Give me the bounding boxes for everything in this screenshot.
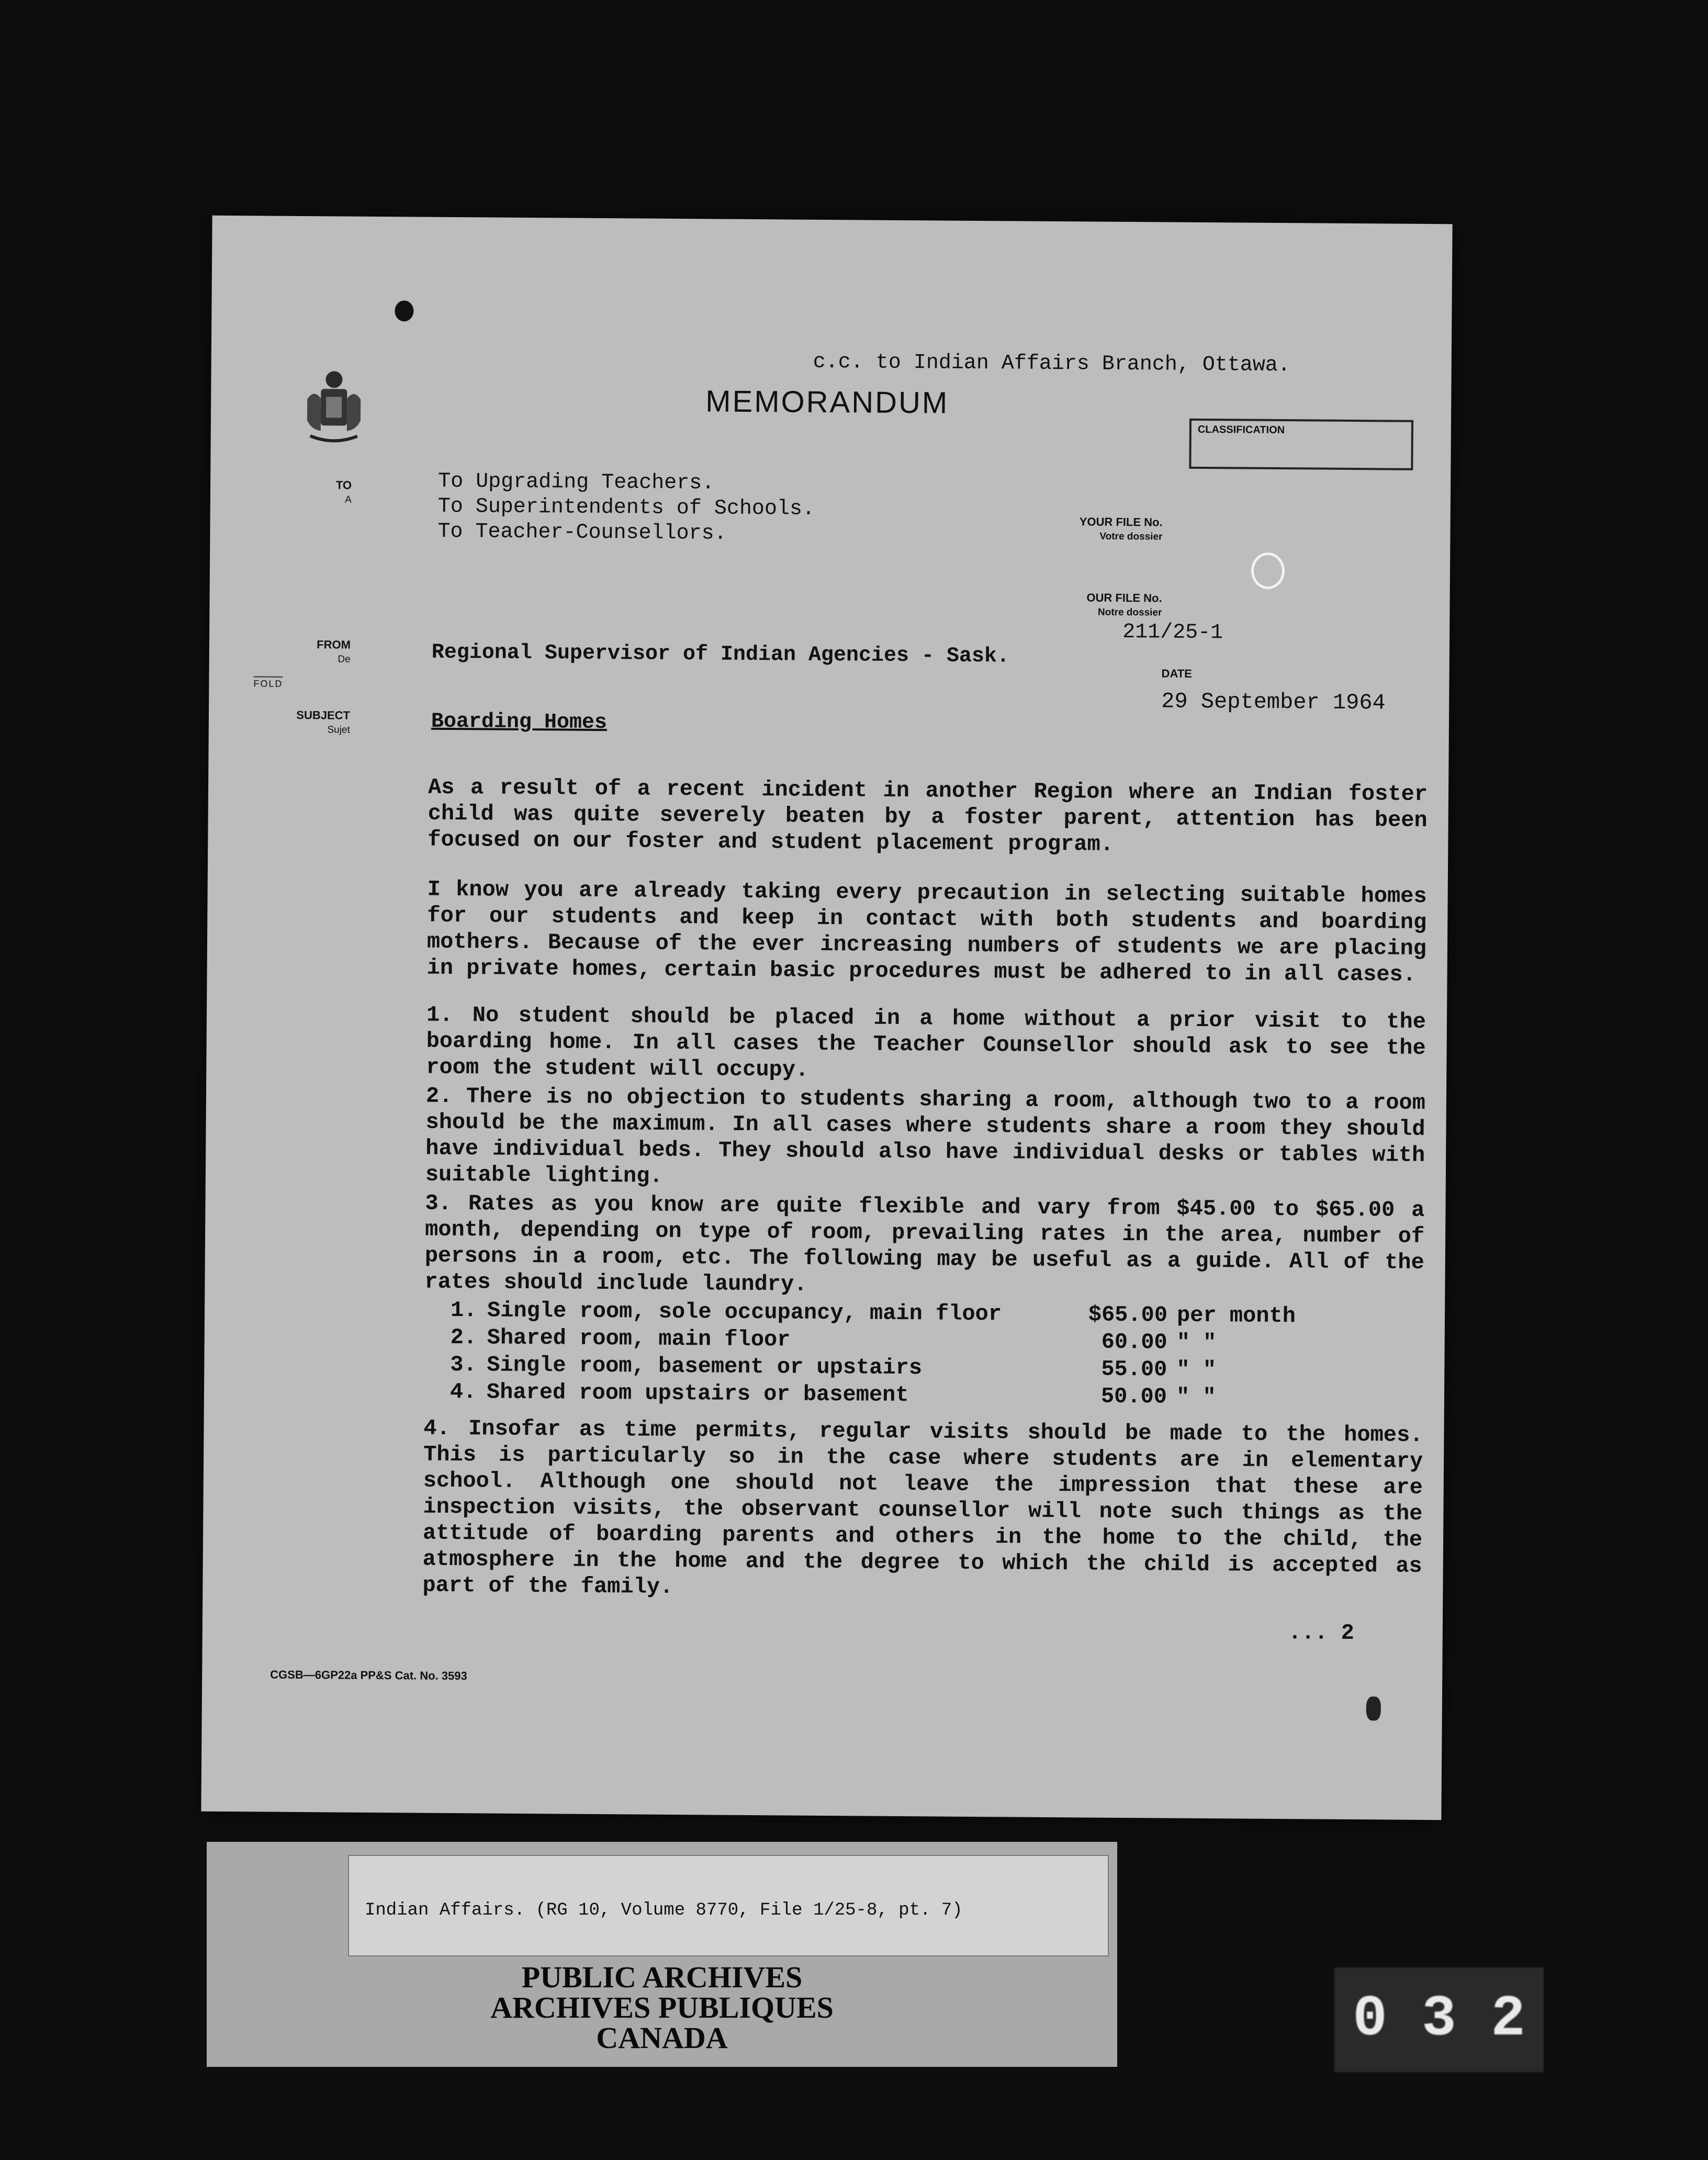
rate-description: Single room, basement or upstairs <box>487 1352 923 1381</box>
your-file-label-en: YOUR FILE No. <box>1079 515 1163 529</box>
memo-title: MEMORANDUM <box>705 384 949 420</box>
rate-number: 1. <box>450 1297 477 1323</box>
rate-number: 2. <box>450 1324 477 1351</box>
rate-amount: 55.00 <box>1101 1356 1167 1382</box>
our-file-number: 211/25-1 <box>1122 620 1223 645</box>
archive-reference: Indian Affairs. (RG 10, Volume 8770, File 1/25-8, pt. 7) <box>365 1900 963 1920</box>
archive-reference-tab <box>348 1855 1109 1956</box>
our-file-label-fr: Notre dossier <box>1097 606 1162 618</box>
date-text: 29 September 1964 <box>1161 689 1386 716</box>
date-label: DATE <box>1161 667 1192 680</box>
ink-blot <box>1366 1696 1381 1720</box>
to-recipients <box>437 469 815 547</box>
ink-blot <box>395 300 413 321</box>
rate-description: Shared room, main floor <box>487 1325 791 1353</box>
to-label-en: TO <box>335 478 352 492</box>
archive-line-2: ARCHIVES PUBLIQUES <box>490 1990 834 2024</box>
subject-text: Boarding Homes <box>431 710 608 735</box>
rate-number: 3. <box>450 1352 477 1378</box>
body-item-3: 3. Rates as you know are quite flexible and vary from $45.00 to $65.00 a month, depending on type of room, prevailing rates in the area, number of persons in a room, etc. The following may be useful as a guide. All of the rates should include laundry. <box>424 1190 1425 1297</box>
from-label-en: FROM <box>317 638 351 651</box>
body-item-1: 1. No student should be placed in a home without a prior visit to the boarding home. In all cases the Teacher Counsellor should ask to see the room the student will occupy. <box>426 1002 1426 1083</box>
classification-label: CLASSIFICATION <box>1197 423 1285 436</box>
from-label-fr: De <box>338 654 351 665</box>
memo-sheet <box>201 216 1452 1820</box>
continuation-marker: ... 2 <box>1288 1620 1355 1646</box>
our-file-label <box>1057 590 1162 620</box>
archive-line-3: CANADA <box>596 2021 728 2055</box>
body-paragraph-2: I know you are already taking every precaution in selecting suitable homes for our students and keep in contact with both students and boarding mothers. Because of the ever increasing numbers of students we are placing in private homes, certain basic procedures must be adhered to in all cases. <box>426 876 1427 987</box>
rate-unit: " " <box>1176 1384 1216 1410</box>
rate-number: 4. <box>450 1379 477 1405</box>
rate-amount: 60.00 <box>1101 1329 1167 1355</box>
cc-line: c.c. to Indian Affairs Branch, Ottawa. <box>813 350 1291 378</box>
archive-title <box>207 1962 1117 2053</box>
body-paragraph-1: As a result of a recent incident in another Region where an Indian foster child was quite severely beaten by a foster parent, attention has been focused on our foster and student placement program. <box>428 774 1428 857</box>
body-item-4: 4. Insofar as time permits, regular visits should be made to the homes. This is particularly so in the case where students are in elementary school. Although one should not leave the impression that these are inspection visits, the observant counsellor will note such things as the attitude of boarding parents and others in the home to the child, the atmosphere in the home and the degree to which the child is accepted as part of the family. <box>422 1415 1423 1600</box>
from-text: Regional Supervisor of Indian Agencies - Sask. <box>431 640 1010 669</box>
rate-row <box>450 1379 1307 1412</box>
our-file-label-en: OUR FILE No. <box>1086 591 1162 605</box>
your-file-label <box>1058 514 1162 544</box>
classification-box <box>1189 419 1413 470</box>
rate-amount: 50.00 <box>1100 1383 1167 1410</box>
to-line: To Superintendents of Schools. <box>437 494 815 521</box>
to-label <box>268 478 352 508</box>
rate-amount: $65.00 <box>1088 1302 1168 1328</box>
fold-label: FOLD <box>253 676 283 689</box>
rate-description: Shared room upstairs or basement <box>486 1379 909 1408</box>
rates-list <box>450 1298 1308 1412</box>
your-file-label-fr: Votre dossier <box>1099 531 1163 543</box>
rate-unit: " " <box>1176 1357 1217 1383</box>
body-item-2: 2. There is no objection to students sharing a room, although two to a room should be the maximum. In all cases where students share a room they should have individual beds. They should also have individual desks or tables with suitable lighting. <box>425 1083 1426 1189</box>
to-label-fr: A <box>345 494 352 505</box>
rate-unit: per month <box>1176 1302 1296 1329</box>
archive-line-1: PUBLIC ARCHIVES <box>521 1960 803 1994</box>
form-code: CGSB—6GP22a PP&S Cat. No. 3593 <box>270 1668 467 1683</box>
frame-number: 0 3 2 <box>1334 1967 1544 2072</box>
subject-label-fr: Sujet <box>327 724 350 736</box>
to-line: To Upgrading Teachers. <box>437 469 715 496</box>
subject-label-en: SUBJECT <box>296 708 351 722</box>
to-line: To Teacher-Counsellors. <box>437 520 727 546</box>
from-label <box>267 637 351 667</box>
coat-of-arms-icon <box>300 368 368 447</box>
rate-description: Single room, sole occupancy, main floor <box>487 1298 1002 1327</box>
subject-label <box>266 708 350 738</box>
hole-punch-mark <box>1251 553 1285 589</box>
rate-unit: " " <box>1176 1330 1217 1356</box>
